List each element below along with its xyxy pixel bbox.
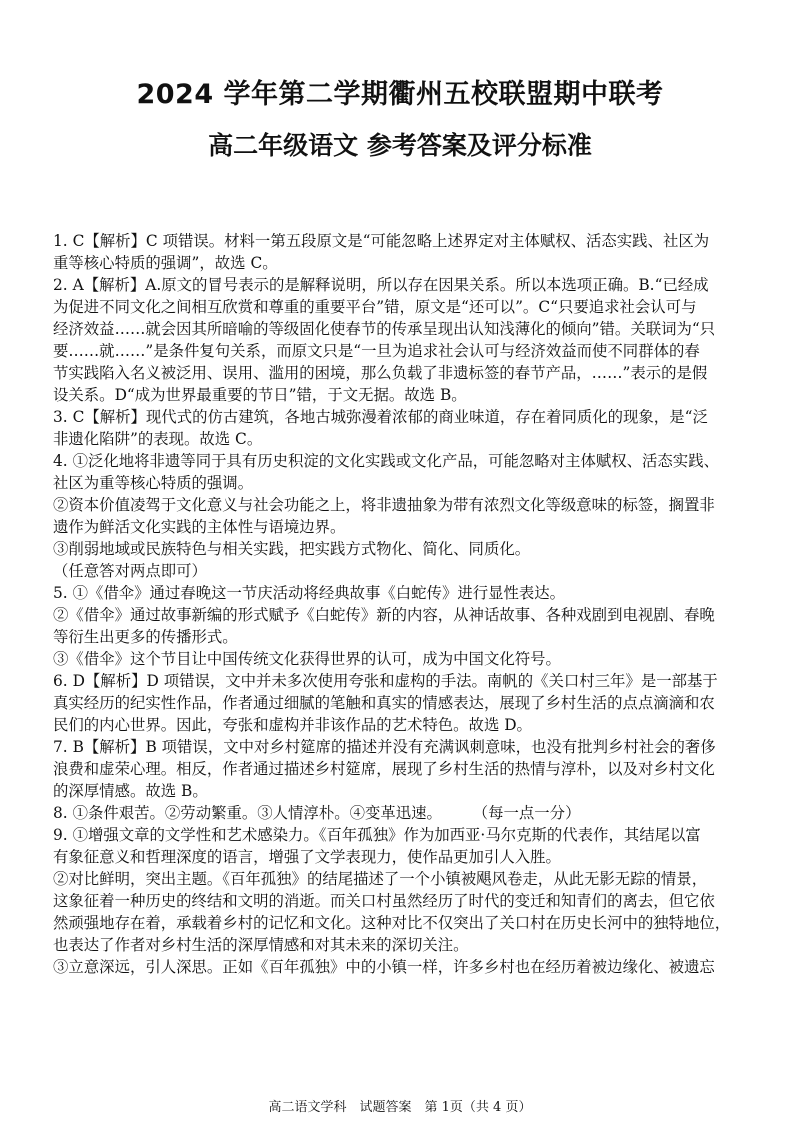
page-subtitle: 高二年级语文 参考答案及评分标准 <box>208 131 592 160</box>
text-line: 5. ①《借伞》通过春晚这一节庆活动将经典故事《白蛇传》进行显性表达。 <box>53 584 566 602</box>
text-line: 有象征意义和哲理深度的语言，增强了文学表现力，使作品更加引人入胜。 <box>53 848 561 866</box>
answer-body <box>53 230 755 978</box>
text-line: 民们的内心世界。因此，夸张和虚构并非该作品的艺术特色。故选 D。 <box>53 716 532 734</box>
text-line: 4. ①泛化地将非遗等同于具有历史积淀的文化实践或文化产品，可能忽略对主体赋权、活态实践、 <box>53 452 719 470</box>
text-line: 也表达了作者对乡村生活的深厚情感和对其未来的深切关注。 <box>53 936 469 954</box>
text-line: 9. ①增强文章的文学性和艺术感染力。《百年孤独》作为加西亚·马尔克斯的代表作，其结尾以富 <box>53 826 701 844</box>
text-line: 社区为重等核心特质的强调。 <box>53 474 254 492</box>
text-line: ③立意深远，引人深思。正如《百年孤独》中的小镇一样，许多乡村也在经历着被边缘化、被遗忘 <box>53 958 715 976</box>
text-line: 要……就……”是条件复句关系，而原文只是“一旦为追求社会认可与经济效益而使不同群体的春 <box>53 342 700 360</box>
text-line: 3. C【解析】现代式的仿古建筑，各地古城弥漫着浓郁的商业味道，存在着同质化的现象，是“泛 <box>53 408 708 426</box>
text-line: 的深厚情感。故选 B。 <box>53 782 208 800</box>
text-line: 2. A【解析】A.原文的冒号表示的是解释说明，所以存在因果关系。所以本选项正确。B.“已经成 <box>53 276 709 294</box>
text-line: 设关系。D“成为世界最重要的节日”错，于文无据。故选 B。 <box>53 386 467 404</box>
text-line: 为促进不同文化之间相互欣赏和尊重的重要平台”错，原文是“还可以”。C“只要追求社会认可与 <box>53 298 697 316</box>
text-line: 真实经历的纪实性作品，作者通过细腻的笔触和真实的情感表达，展现了乡村生活的点点滴滴和农 <box>53 694 715 712</box>
text-line: 然顽强地存在着，承载着乡村的记忆和文化。这种对比不仅突出了关口村在历史长河中的独特地位， <box>53 914 731 932</box>
text-line: 7. B【解析】B 项错误，文中对乡村筵席的描述并没有充满讽刺意味，也没有批判乡村社会的奢侈 <box>53 738 716 756</box>
text-line: 8. ①条件艰苦。②劳动繁重。③人情淳朴。④变革迅速。 （每一点一分） <box>53 804 581 822</box>
text-line: 经济效益……就会因其所暗喻的等级固化使春节的传承呈现出认知浅薄化的倾向”错。关联词为“只 <box>53 320 716 338</box>
text-line: 等衍生出更多的传播形式。 <box>53 628 238 646</box>
text-line: ②资本价值凌驾于文化意义与社会功能之上，将非遗抽象为带有浓烈文化等级意味的标签，搁置非 <box>53 496 715 514</box>
text-line: ②对比鲜明，突出主题。《百年孤独》的结尾描述了一个小镇被飓风卷走，从此无影无踪的情景， <box>53 870 708 888</box>
text-line: ③《借伞》这个节目让中国传统文化获得世界的认可，成为中国文化符号。 <box>53 650 561 668</box>
text-line: 6. D【解析】D 项错误，文中并未多次使用夸张和虚构的手法。南帆的《关口村三年》是一部基于 <box>53 672 718 690</box>
text-line: ②《借伞》通过故事新编的形式赋予《白蛇传》新的内容，从神话故事、各种戏剧到电视剧、春晚 <box>53 606 715 624</box>
text-line: 遗作为鲜活文化实践的主体性与语境边界。 <box>53 518 346 536</box>
text-line: 浪费和虚荣心理。相反，作者通过描述乡村筵席，展现了乡村生活的热情与淳朴，以及对乡村文化 <box>53 760 715 778</box>
text-line: ③削弱地域或民族特色与相关实践，把实践方式物化、简化、同质化。 <box>53 540 531 558</box>
text-line: 重等核心特质的强调”，故选 C。 <box>53 254 278 272</box>
text-line: 1. C【解析】C 项错误。材料一第五段原文是“可能忽略上述界定对主体赋权、活态实践、社区为 <box>53 232 710 250</box>
page-title: 2024 学年第二学期衢州五校联盟期中联考 <box>136 79 664 110</box>
text-line: 节实践陷入名义被泛用、误用、滥用的困境，那么负载了非遗标签的春节产品，……”表示的是假 <box>53 364 708 382</box>
text-line: 这象征着一种历史的终结和文明的消逝。而关口村虽然经历了时代的变迁和知青们的离去，但它依 <box>53 892 715 910</box>
page-footer: 高二语文学科 试题答案 第 1页（共 4 页） <box>268 1100 532 1115</box>
text-line: 非遗化陷阱”的表现。故选 C。 <box>53 430 263 448</box>
text-line: （任意答对两点即可） <box>53 562 207 580</box>
